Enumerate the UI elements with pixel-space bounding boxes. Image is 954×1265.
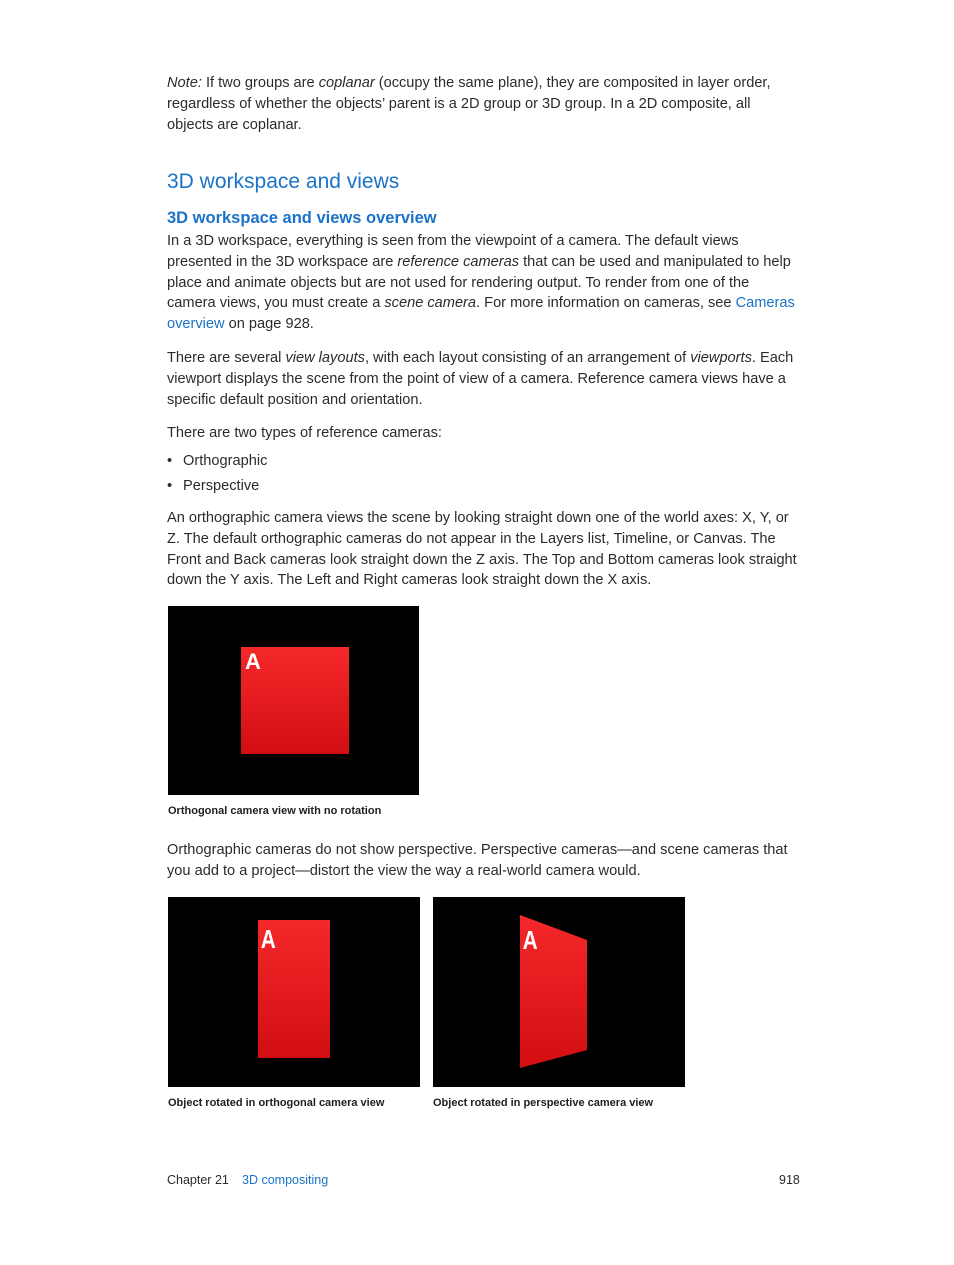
letter-a: A [245,649,261,674]
list-item: • Orthographic [167,453,268,469]
footer-chapter: Chapter 21 [167,1173,229,1187]
figure-caption: Orthogonal camera view with no rotation [168,805,382,817]
perspective-paragraph: Orthographic cameras do not show perspective. Perspective cameras—and scene cameras that you add to a project—distort the view the way a real-world camera would. [167,842,788,879]
cameras-overview-link[interactable]: Cameras overview [167,295,795,333]
orthographic-paragraph: An orthographic camera views the scene by looking straight down one of the world axes: X, Y, or Z. The default orthographic cameras do not appear in the Layers list, Timeline, or Canvas. The Front and Back cameras look straight down the Z axis. The Top and Bottom cameras look straight down the Y axis. The Left and Right cameras look straight down the X axis. [167,510,797,589]
red-trapezoid-graphic [433,897,685,1087]
view-layouts-paragraph: There are several view layouts, with each layout consisting of an arrangement of viewports. Each viewport displays the scene from the point of view of a camera. Reference camera views have a specific default position and orientation. [167,350,794,408]
orthogonal-view-image [168,606,419,795]
section-title: 3D workspace and views [167,170,400,193]
bullet-marker: • [167,478,173,494]
reference-cameras-intro: There are two types of reference cameras: [167,425,442,441]
rotated-perspective-image [433,897,685,1087]
note-label: Note: [167,75,202,91]
figure-caption: Object rotated in orthogonal camera view [168,1097,385,1109]
bullet-marker: • [167,453,173,469]
red-rect-graphic [168,897,420,1087]
letter-a: A [522,925,538,955]
letter-a: A [260,924,276,954]
subsection-title: 3D workspace and views overview [167,209,437,227]
page-number: 918 [779,1173,800,1187]
note-paragraph: Note: If two groups are coplanar (occupy the same plane), they are composited in layer order, regardless of whether the objects’ parent is a 2D group or 3D group. In a 2D composite, all objects are coplanar. [167,75,771,133]
red-square-graphic [168,606,419,795]
figure-caption: Object rotated in perspective camera view [433,1097,654,1109]
list-item: • Perspective [167,478,260,494]
footer-chapter-title-link[interactable]: 3D compositing [242,1173,329,1187]
rotated-orthogonal-image [168,897,420,1087]
intro-paragraph: In a 3D workspace, everything is seen from the viewpoint of a camera. The default views presented in the 3D workspace are reference cameras that can be used and manipulated to help place and animate objects but are not used for rendering output. To render from one of the camera views, you must create a scene camera. For more information on cameras, see Cameras overview on page 928. [167,233,795,333]
